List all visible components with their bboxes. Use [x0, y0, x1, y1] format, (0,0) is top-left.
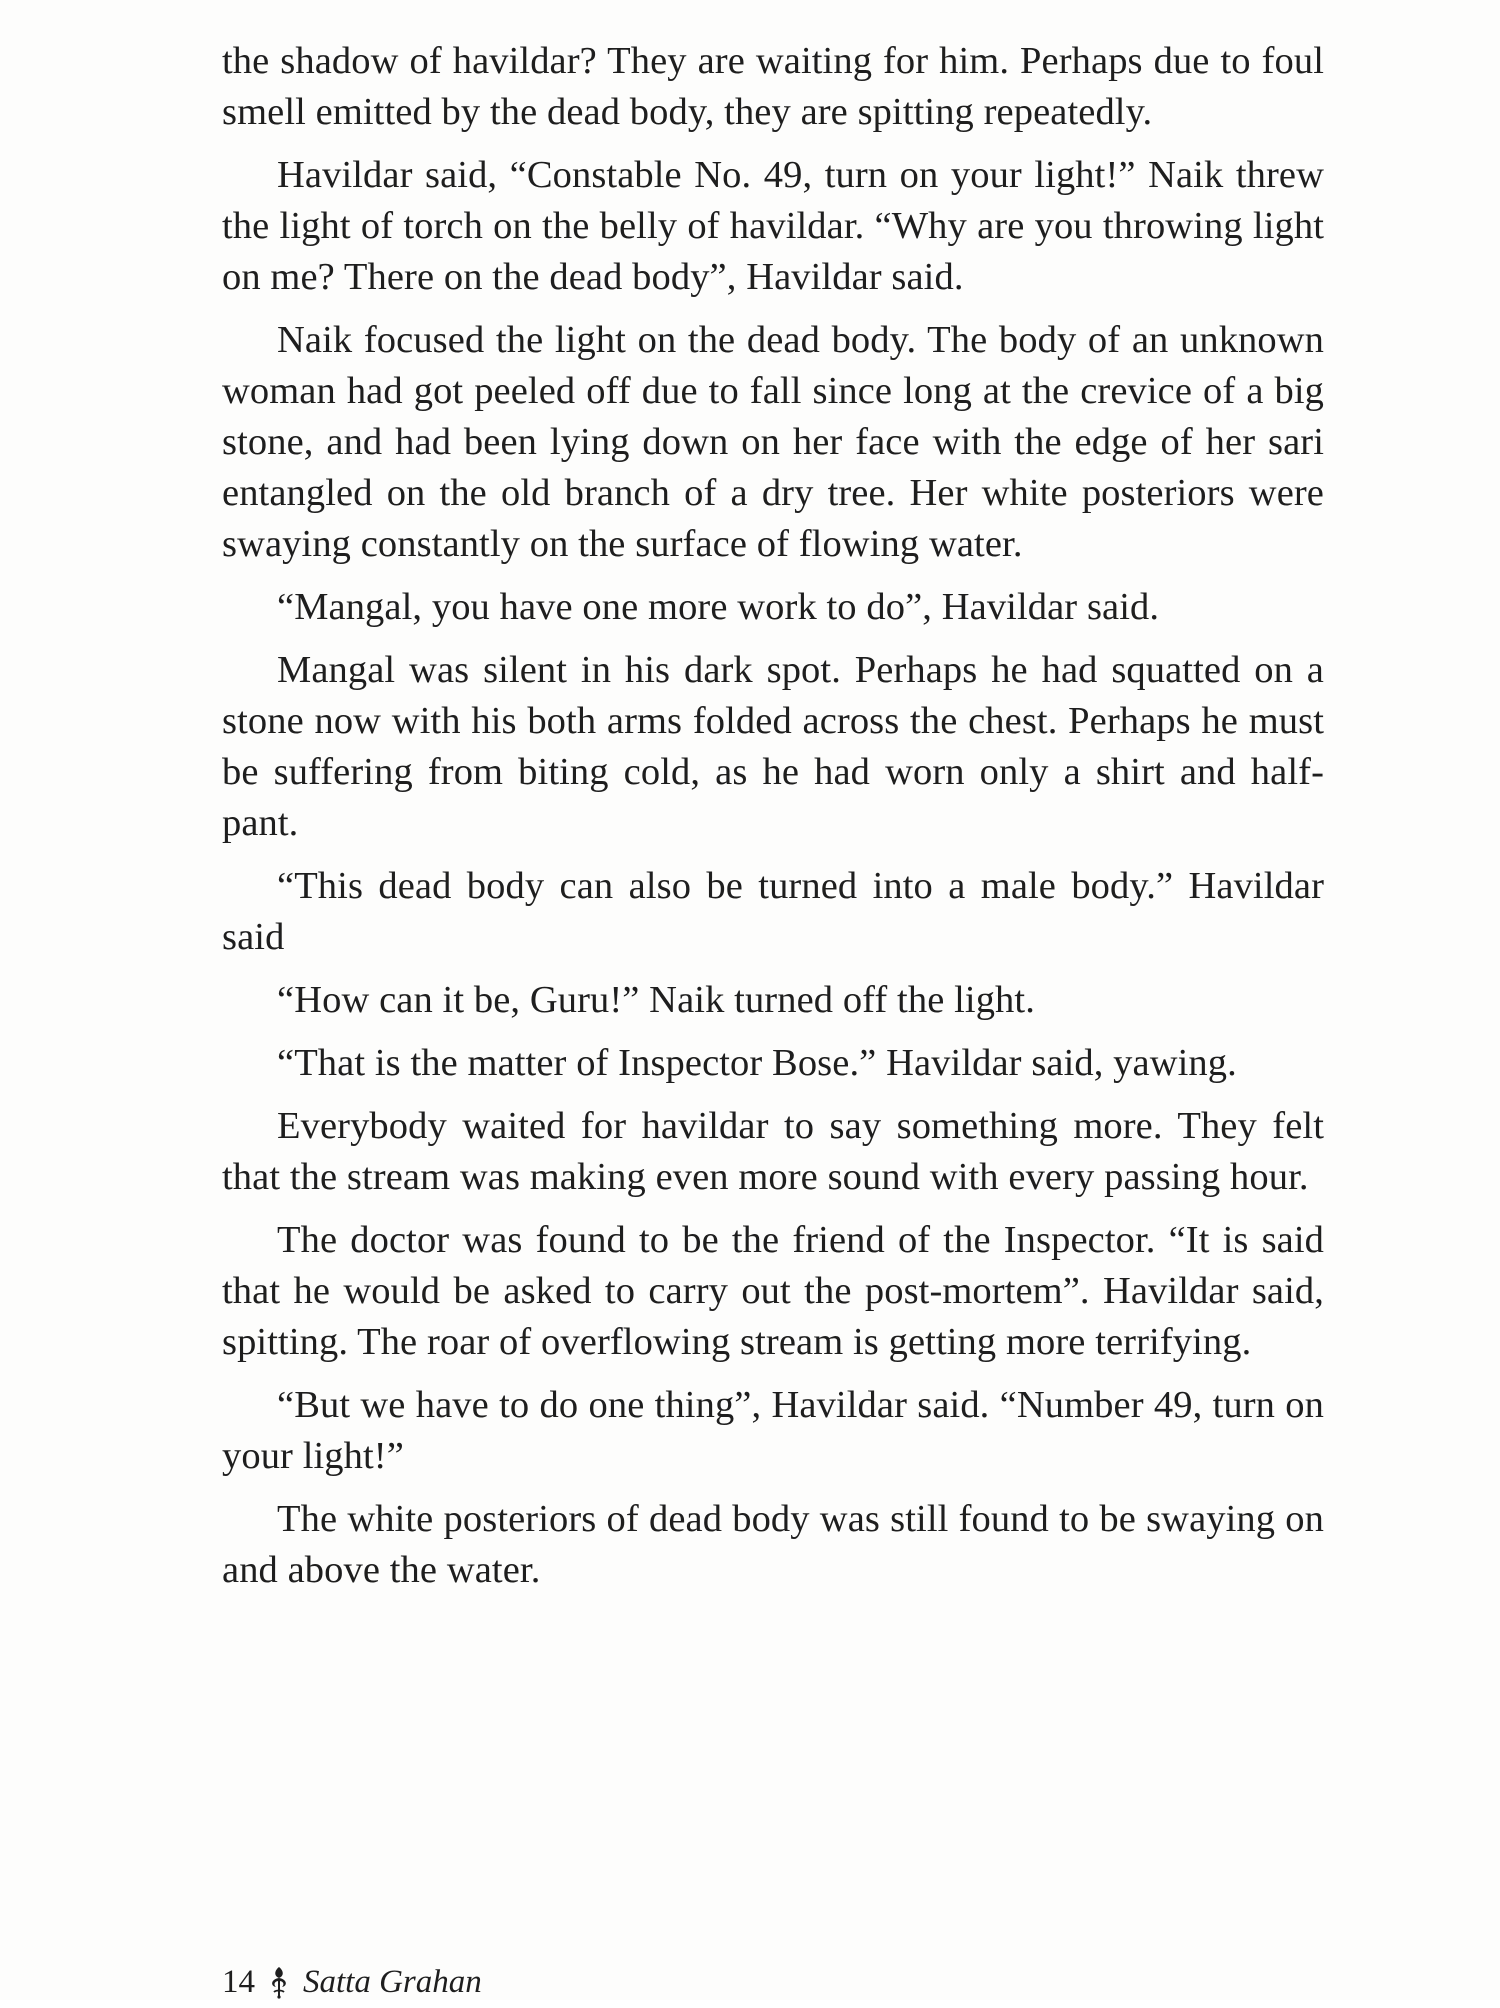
running-title: Satta Grahan: [303, 1963, 482, 2000]
fleuron-icon: [267, 1965, 291, 1999]
body-text: [222, 36, 1324, 1608]
paragraph: “How can it be, Guru!” Naik turned off the light.: [277, 979, 1035, 1021]
page-footer: [222, 1962, 482, 2002]
page-number: 14: [222, 1963, 255, 2000]
paragraph: The white posteriors of dead body was still found to be swaying on and above the water.: [222, 1498, 1324, 1591]
paragraph: Everybody waited for havildar to say something more. They felt that the stream was making even more sound with every passing hour.: [222, 1105, 1324, 1198]
paragraph: Naik focused the light on the dead body. The body of an unknown woman had got peeled off due to fall since long at the crevice of a big stone, and had been lying down on her face with the edge of her sari entangled on the old branch of a dry tree. Her white posteriors were swaying constantly on the surface of flowing water.: [222, 319, 1324, 565]
paragraph: The doctor was found to be the friend of the Inspector. “It is said that he would be asked to carry out the post-mortem”. Havildar said, spitting. The roar of overflowing stream is getting more terrifying.: [222, 1219, 1324, 1363]
paragraph: Mangal was silent in his dark spot. Perhaps he had squatted on a stone now with his both arms folded across the chest. Perhaps he must be suffering from biting cold, as he had worn only a shirt and half-pant.: [222, 649, 1324, 844]
paragraph: “Mangal, you have one more work to do”, Havildar said.: [277, 586, 1160, 628]
paragraph: “This dead body can also be turned into a male body.” Havildar said: [222, 865, 1324, 958]
paragraph: Havildar said, “Constable No. 49, turn on your light!” Naik threw the light of torch on the belly of havildar. “Why are you throwing light on me? There on the dead body”, Havildar said.: [222, 154, 1324, 298]
paragraph: “But we have to do one thing”, Havildar said. “Number 49, turn on your light!”: [222, 1384, 1324, 1477]
paragraph: “That is the matter of Inspector Bose.” Havildar said, yawing.: [277, 1042, 1237, 1084]
paragraph: the shadow of havildar? They are waiting for him. Perhaps due to foul smell emitted by the dead body, they are spitting repeatedly.: [222, 40, 1324, 133]
